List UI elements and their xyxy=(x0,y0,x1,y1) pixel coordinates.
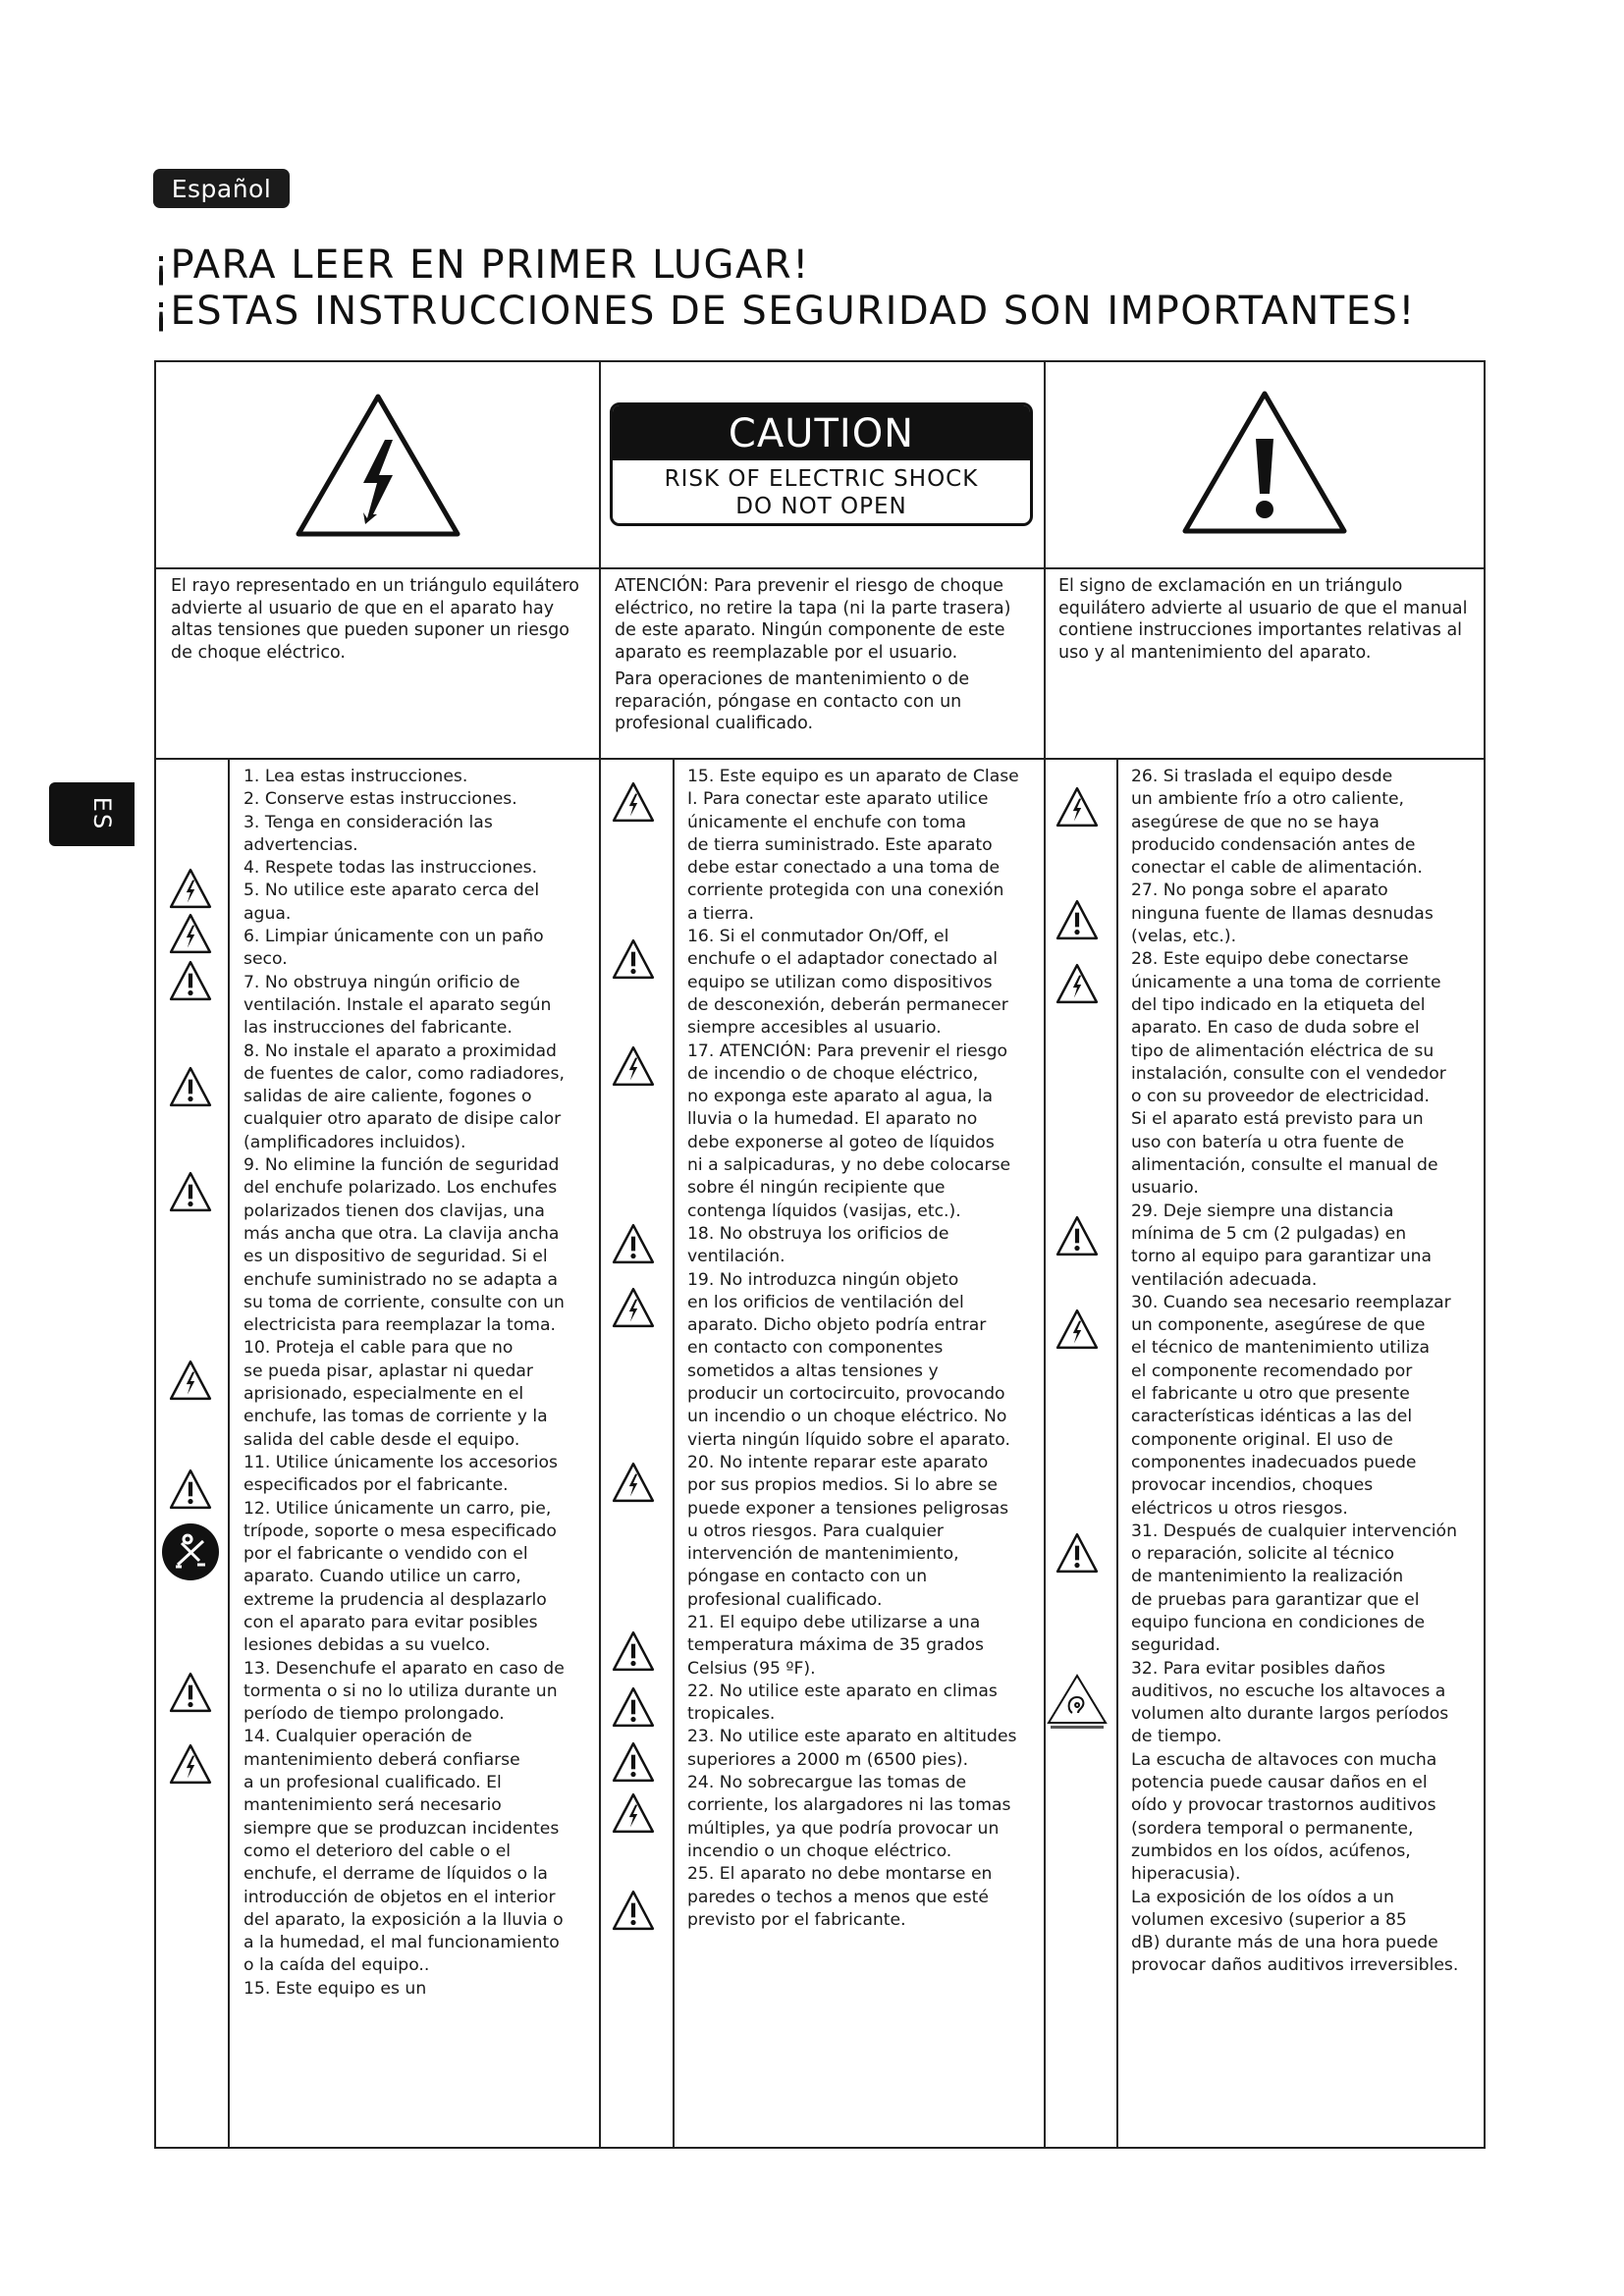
instruction-line: 18. No obstruya los orificios de xyxy=(687,1223,949,1244)
lightning-description: El rayo representado en un triángulo equilátero advierte al usuario de que en el aparato hay altas tensiones que pueden suponer un riesgo de choque eléctrico. xyxy=(171,576,580,663)
instruction-line: 32. Para evitar posibles daños xyxy=(1131,1658,1385,1679)
instruction-line: a tierra. xyxy=(687,903,754,924)
instruction-line: (amplificadores incluidos). xyxy=(244,1132,466,1152)
lightning-warning-icon xyxy=(611,780,656,824)
exclamation-warning-icon xyxy=(611,1629,656,1673)
instruction-line: asegúrese de que no se haya xyxy=(1131,812,1380,832)
lightning-warning-icon xyxy=(611,1044,656,1088)
exclamation-warning-icon xyxy=(1055,898,1100,941)
instruction-line: corriente, los alargadores ni las tomas xyxy=(687,1795,1011,1816)
instruction-line: previsto por el fabricante. xyxy=(687,1909,906,1930)
instruction-line: La exposición de los oídos a un xyxy=(1131,1887,1394,1907)
icon-column-divider xyxy=(1116,758,1118,2149)
caution-heading: CAUTION xyxy=(613,405,1030,460)
instruction-line: es un dispositivo de seguridad. Si el xyxy=(244,1247,548,1267)
instruction-line: un incendio o un choque eléctrico. No xyxy=(687,1407,1007,1427)
caution-line1: RISK OF ELECTRIC SHOCK xyxy=(664,466,979,492)
instruction-line: 15. Este equipo es un xyxy=(244,1978,427,1999)
instruction-line: del aparato, la exposición a la lluvia o xyxy=(244,1909,564,1930)
instruction-line: período de tiempo prolongado. xyxy=(244,1704,505,1725)
instruction-line: corriente protegida con una conexión xyxy=(687,881,1004,901)
instruction-line: debe exponerse al goteo de líquidos xyxy=(687,1132,995,1152)
instruction-line: el técnico de mantenimiento utiliza xyxy=(1131,1338,1430,1359)
icon-column-divider xyxy=(228,758,230,2149)
exclamation-warning-icon xyxy=(611,1222,656,1265)
instruction-line: Si el aparato está previsto para un xyxy=(1131,1109,1424,1130)
instruction-line: 12. Utilice únicamente un carro, pie, xyxy=(244,1498,552,1519)
instruction-line: en los orificios de ventilación del xyxy=(687,1292,964,1312)
instruction-line: tropicales. xyxy=(687,1704,776,1725)
exclamation-warning-icon xyxy=(1055,1531,1100,1575)
instruction-line: 23. No utilice este aparato en altitudes xyxy=(687,1727,1017,1747)
lightning-warning-icon xyxy=(168,1359,213,1402)
instruction-line: no exponga este aparato al agua, la xyxy=(687,1087,994,1107)
instruction-line: 8. No instale el aparato a proximidad xyxy=(244,1041,557,1061)
instruction-line: de tiempo. xyxy=(1131,1727,1222,1747)
caution-description: ATENCIÓN: Para prevenir el riesgo de choque eléctrico, no retire la tapa (ni la parte trasera) de este aparato. Ningún componente de este aparato es reemplazable por el usuario. Para operaciones de mantenimiento o de reparación, póngase en contacto con un profesional cualificado. xyxy=(615,576,1011,733)
instruction-line: advertencias. xyxy=(244,834,358,855)
instruction-line: 14. Cualquier operación de xyxy=(244,1727,472,1747)
instruction-line: 16. Si el conmutador On/Off, el xyxy=(687,927,949,947)
instruction-line: enchufe, las tomas de corriente y la xyxy=(244,1407,548,1427)
instruction-line: salidas de aire caliente, fogones o xyxy=(244,1087,532,1107)
instruction-line: de fuentes de calor, como radiadores, xyxy=(244,1063,565,1084)
instructions-column-1 xyxy=(244,766,589,2001)
instruction-line: mínima de 5 cm (2 pulgadas) en xyxy=(1131,1223,1407,1244)
instruction-line: tormenta o si no lo utiliza durante un xyxy=(244,1681,558,1701)
lightning-warning-icon xyxy=(611,1286,656,1329)
exclamation-warning-icon xyxy=(168,1671,213,1714)
instruction-line: del enchufe polarizado. Los enchufes xyxy=(244,1178,558,1199)
instructions-column-2 xyxy=(687,766,1036,1932)
lightning-warning-icon xyxy=(611,1791,656,1835)
instruction-line: seco. xyxy=(244,949,288,970)
instruction-line: 7. No obstruya ningún orificio de xyxy=(244,972,520,992)
lightning-warning-icon xyxy=(1055,785,1100,828)
instruction-line: profesional cualificado. xyxy=(687,1589,883,1610)
instruction-line: enchufe, el derrame de líquidos o la xyxy=(244,1864,548,1885)
instruction-line: a un profesional cualificado. El xyxy=(244,1773,502,1793)
caution-label xyxy=(610,402,1033,526)
instruction-line: de mantenimiento la realización xyxy=(1131,1567,1404,1587)
instruction-line: oído y provocar trastornos auditivos xyxy=(1131,1795,1436,1816)
instruction-line: 17. ATENCIÓN: Para prevenir el riesgo xyxy=(687,1041,1008,1061)
exclamation-warning-icon xyxy=(168,1170,213,1213)
instruction-line: de pruebas para garantizar que el xyxy=(1131,1589,1420,1610)
instruction-line: siempre accesibles al usuario. xyxy=(687,1018,942,1039)
instruction-line: 5. No utilice este aparato cerca del xyxy=(244,881,540,901)
instruction-line: 9. No elimine la función de seguridad xyxy=(244,1155,560,1176)
instruction-line: 29. Deje siempre una distancia xyxy=(1131,1201,1394,1221)
page-title-line1: ¡PARA LEER EN PRIMER LUGAR! xyxy=(153,242,810,288)
instruction-line: 10. Proteja el cable para que no xyxy=(244,1338,514,1359)
instruction-line: siempre que se produzcan incidentes xyxy=(244,1818,560,1839)
instruction-line: 26. Si traslada el equipo desde xyxy=(1131,767,1393,786)
instruction-line: ni a salpicaduras, y no debe colocarse xyxy=(687,1155,1011,1176)
instruction-line: equipo funciona en condiciones de xyxy=(1131,1612,1426,1632)
instruction-line: las instrucciones del fabricante. xyxy=(244,1018,513,1039)
instruction-line: 13. Desenchufe el aparato en caso de xyxy=(244,1658,565,1679)
instruction-line: 25. El aparato no debe montarse en xyxy=(687,1864,993,1885)
cart-tip-over-icon xyxy=(160,1522,221,1582)
instruction-line: producido condensación antes de xyxy=(1131,834,1416,855)
instruction-line: ventilación. xyxy=(687,1247,785,1267)
instruction-line: cualquier otro aparato de disipe calor xyxy=(244,1109,562,1130)
row-divider xyxy=(154,567,1486,569)
instruction-line: ninguna fuente de llamas desnudas xyxy=(1131,903,1434,924)
instruction-line: enchufe o el adaptador conectado al xyxy=(687,949,999,970)
instruction-line: únicamente a una toma de corriente xyxy=(1131,972,1441,992)
instruction-line: trípode, soporte o mesa especificado xyxy=(244,1521,557,1541)
instruction-line: 20. No intente reparar este aparato xyxy=(687,1452,989,1472)
instruction-line: 6. Limpiar únicamente con un paño xyxy=(244,927,544,947)
row-divider xyxy=(154,758,1486,760)
instruction-line: electricista para reemplazar la toma. xyxy=(244,1315,557,1336)
instruction-line: 15. Este equipo es un aparato de Clase xyxy=(687,767,1019,786)
instruction-line: de desconexión, deberán permanecer xyxy=(687,994,1008,1015)
instruction-line: 27. No ponga sobre el aparato xyxy=(1131,881,1388,901)
instruction-line: 24. No sobrecargue las tomas de xyxy=(687,1773,967,1793)
instruction-line: superiores a 2000 m (6500 pies). xyxy=(687,1749,969,1770)
instruction-line: el componente recomendado por xyxy=(1131,1361,1413,1381)
instruction-line: ventilación adecuada. xyxy=(1131,1269,1318,1290)
instruction-line: I. Para conectar este aparato utilice xyxy=(687,789,989,810)
instruction-line: eléctricos u otros riesgos. xyxy=(1131,1498,1348,1519)
instruction-line: 1. Lea estas instrucciones. xyxy=(244,767,468,786)
instruction-line: introducción de objetos en el interior xyxy=(244,1887,556,1907)
instruction-line: en contacto con componentes xyxy=(687,1338,944,1359)
column-divider xyxy=(599,360,601,2149)
exclamation-description: El signo de exclamación en un triángulo equilátero advierte al usuario de que el manual contiene instrucciones importantes relativas al uso y al mantenimiento del aparato. xyxy=(1058,576,1468,663)
lightning-warning-icon xyxy=(1055,1308,1100,1351)
instruction-line: extreme la prudencia al desplazarlo xyxy=(244,1589,547,1610)
instruction-line: un ambiente frío a otro caliente, xyxy=(1131,789,1405,810)
instruction-line: instalación, consulte con el vendedor xyxy=(1131,1063,1446,1084)
instruction-line: 2. Conserve estas instrucciones. xyxy=(244,789,517,810)
instruction-line: múltiples, ya que podría provocar un xyxy=(687,1818,1000,1839)
instruction-line: alimentación, consulte el manual de xyxy=(1131,1155,1438,1176)
instruction-line: o con su proveedor de electricidad. xyxy=(1131,1087,1430,1107)
lightning-warning-icon xyxy=(295,393,461,538)
instruction-line: características idénticas a las del xyxy=(1131,1407,1413,1427)
instruction-line: hiperacusia). xyxy=(1131,1864,1241,1885)
exclamation-warning-icon xyxy=(1055,1214,1100,1257)
instruction-line: 22. No utilice este aparato en climas xyxy=(687,1681,998,1701)
instruction-line: componentes inadecuados puede xyxy=(1131,1452,1417,1472)
instruction-line: temperatura máxima de 35 grados xyxy=(687,1635,984,1656)
instruction-line: contenga líquidos (vasijas, etc.). xyxy=(687,1201,961,1221)
instruction-line: volumen alto durante largos períodos xyxy=(1131,1704,1449,1725)
instruction-line: Celsius (95 ºF). xyxy=(687,1658,816,1679)
instruction-line: puede exponer a tensiones peligrosas xyxy=(687,1498,1009,1519)
instruction-line: (velas, etc.). xyxy=(1131,927,1237,947)
instruction-line: seguridad. xyxy=(1131,1635,1220,1656)
instruction-line: uso con batería u otra fuente de xyxy=(1131,1132,1405,1152)
instruction-line: póngase en contacto con un xyxy=(687,1567,928,1587)
instruction-line: aparato. En caso de duda sobre el xyxy=(1131,1018,1420,1039)
icon-column-divider xyxy=(673,758,675,2149)
instruction-line: o la caída del equipo.. xyxy=(244,1955,430,1976)
instruction-line: 19. No introduzca ningún objeto xyxy=(687,1269,959,1290)
instruction-line: más ancha que otra. La clavija ancha xyxy=(244,1223,560,1244)
exclamation-warning-icon xyxy=(168,1065,213,1108)
instruction-line: sobre él ningún recipiente que xyxy=(687,1178,946,1199)
instruction-line: debe estar conectado a una toma de xyxy=(687,858,1001,879)
lightning-warning-icon xyxy=(1055,962,1100,1005)
instruction-line: mantenimiento deberá confiarse xyxy=(244,1749,520,1770)
instruction-line: provocar incendios, choques xyxy=(1131,1475,1374,1496)
instruction-line: zumbidos en los oídos, acúfenos, xyxy=(1131,1841,1411,1861)
instruction-line: intervención de mantenimiento, xyxy=(687,1544,959,1565)
lightning-warning-icon xyxy=(168,867,213,910)
instruction-line: por el fabricante o vendido con el xyxy=(244,1544,528,1565)
lightning-warning-icon xyxy=(168,912,213,955)
exclamation-warning-icon xyxy=(168,959,213,1002)
instruction-line: salida del cable desde el equipo. xyxy=(244,1429,520,1450)
instruction-line: (sordera temporal o permanente, xyxy=(1131,1818,1414,1839)
instruction-line: únicamente el enchufe con toma xyxy=(687,812,966,832)
instruction-line: componente original. El uso de xyxy=(1131,1429,1393,1450)
instruction-line: sometidos a altas tensiones y xyxy=(687,1361,939,1381)
side-language-tab-label: ES xyxy=(88,796,116,831)
instruction-line: como el deterioro del cable o el xyxy=(244,1841,512,1861)
instruction-line: 30. Cuando sea necesario reemplazar xyxy=(1131,1292,1451,1312)
instruction-line: lesiones debidas a su vuelco. xyxy=(244,1635,491,1656)
exclamation-warning-icon xyxy=(611,1889,656,1932)
instruction-line: vierta ningún líquido sobre el aparato. xyxy=(687,1429,1010,1450)
instruction-line: del tipo indicado en la etiqueta del xyxy=(1131,994,1426,1015)
instruction-line: dB) durante más de una hora puede xyxy=(1131,1933,1438,1953)
instructions-column-3 xyxy=(1131,766,1480,1978)
instruction-line: mantenimiento será necesario xyxy=(244,1795,502,1816)
instruction-line: auditivos, no escuche los altavoces a xyxy=(1131,1681,1446,1701)
instruction-line: paredes o techos a menos que esté xyxy=(687,1887,989,1907)
instruction-line: agua. xyxy=(244,903,292,924)
side-language-tab xyxy=(49,782,135,846)
instruction-line: provocar daños auditivos irreversibles. xyxy=(1131,1955,1459,1976)
instruction-line: volumen excesivo (superior a 85 xyxy=(1131,1909,1407,1930)
instruction-line: 28. Este equipo debe conectarse xyxy=(1131,949,1409,970)
lightning-warning-icon xyxy=(611,1461,656,1504)
instruction-line: por sus propios medios. Si lo abre se xyxy=(687,1475,998,1496)
exclamation-warning-icon xyxy=(168,1468,213,1511)
hearing-damage-icon xyxy=(1047,1674,1108,1733)
instruction-line: ventilación. Instale el aparato según xyxy=(244,994,552,1015)
instruction-line: u otros riesgos. Para cualquier xyxy=(687,1521,944,1541)
instruction-line: incendio o un choque eléctrico. xyxy=(687,1841,952,1861)
instruction-line: polarizados tienen dos clavijas, una xyxy=(244,1201,545,1221)
instruction-line: aparato. Dicho objeto podría entrar xyxy=(687,1315,987,1336)
caution-line2: DO NOT OPEN xyxy=(735,494,907,519)
instruction-line: su toma de corriente, consulte con un xyxy=(244,1292,565,1312)
instruction-line: especificados por el fabricante. xyxy=(244,1475,509,1496)
exclamation-warning-icon xyxy=(611,1740,656,1784)
instruction-line: 4. Respete todas las instrucciones. xyxy=(244,858,538,879)
instruction-line: aparato. Cuando utilice un carro, xyxy=(244,1567,521,1587)
instruction-line: potencia puede causar daños en el xyxy=(1131,1773,1428,1793)
exclamation-warning-icon xyxy=(611,1685,656,1729)
instruction-line: a la humedad, el mal funcionamiento xyxy=(244,1933,560,1953)
instruction-line: conectar el cable de alimentación. xyxy=(1131,858,1423,879)
column-divider xyxy=(1044,360,1046,2149)
instruction-line: o reparación, solicite al técnico xyxy=(1131,1544,1395,1565)
instruction-line: tipo de alimentación eléctrica de su xyxy=(1131,1041,1435,1061)
instruction-line: equipo se utilizan como dispositivos xyxy=(687,972,993,992)
instruction-line: 11. Utilice únicamente los accesorios xyxy=(244,1452,558,1472)
instruction-line: usuario. xyxy=(1131,1178,1199,1199)
instruction-line: 3. Tenga en consideración las xyxy=(244,812,493,832)
instruction-line: La escucha de altavoces con mucha xyxy=(1131,1749,1437,1770)
language-badge: Español xyxy=(153,169,290,208)
instruction-line: lluvia o la humedad. El aparato no xyxy=(687,1109,978,1130)
instruction-line: un componente, asegúrese de que xyxy=(1131,1315,1426,1336)
instruction-line: torno al equipo para garantizar una xyxy=(1131,1247,1433,1267)
instruction-line: se pueda pisar, aplastar ni quedar xyxy=(244,1361,533,1381)
exclamation-warning-icon xyxy=(611,937,656,981)
page-title-line2: ¡ESTAS INSTRUCCIONES DE SEGURIDAD SON IMPORTANTES! xyxy=(153,289,1416,334)
instruction-line: 31. Después de cualquier intervención xyxy=(1131,1521,1457,1541)
instruction-line: aprisionado, especialmente en el xyxy=(244,1384,524,1405)
instruction-line: producir un cortocircuito, provocando xyxy=(687,1384,1005,1405)
lightning-warning-icon xyxy=(168,1742,213,1786)
instruction-line: con el aparato para evitar posibles xyxy=(244,1612,538,1632)
instruction-line: de incendio o de choque eléctrico, xyxy=(687,1063,979,1084)
exclamation-warning-icon xyxy=(1181,390,1348,535)
instruction-line: el fabricante u otro que presente xyxy=(1131,1384,1410,1405)
instruction-line: 21. El equipo debe utilizarse a una xyxy=(687,1612,981,1632)
instruction-line: enchufe suministrado no se adapta a xyxy=(244,1269,559,1290)
instruction-line: de tierra suministrado. Este aparato xyxy=(687,834,993,855)
